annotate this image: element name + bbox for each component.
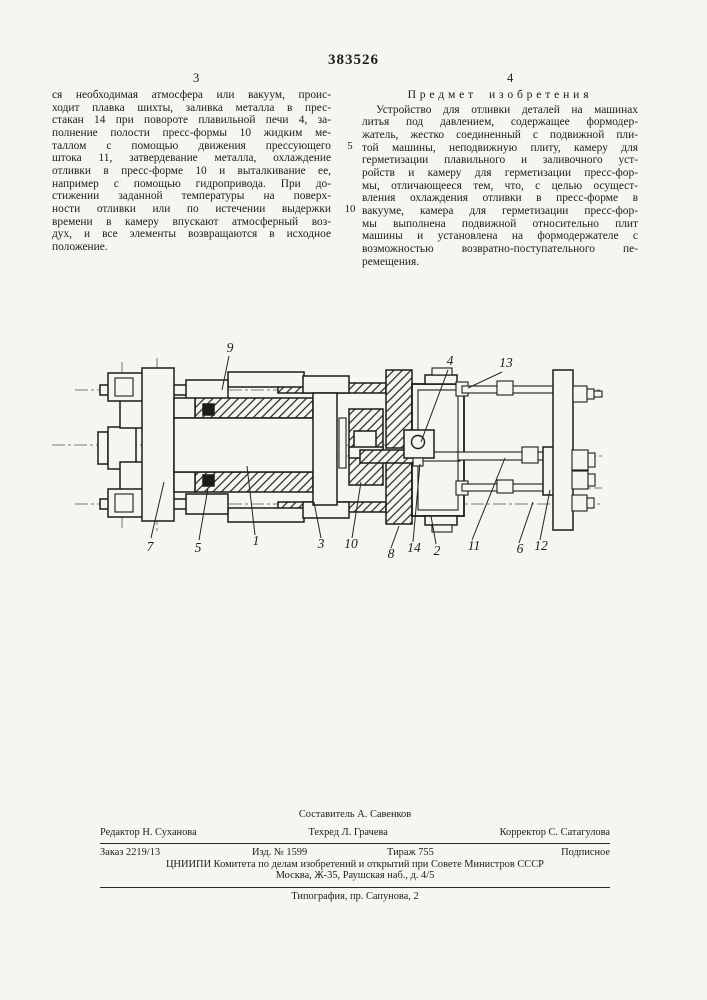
- figure-label-8: 8: [387, 546, 395, 561]
- mold-assembly: [313, 393, 383, 505]
- figure-label-10: 10: [344, 536, 358, 551]
- right-rods: [456, 381, 554, 495]
- patent-number: 383526: [328, 52, 379, 68]
- footer-rule-bottom: [100, 887, 610, 888]
- figure-label-2: 2: [433, 543, 441, 558]
- line-number-5: 5: [347, 140, 353, 152]
- organization-line: ЦНИИПИ Комитета по делам изобретений и открытий при Совете Министров СССР: [166, 858, 544, 870]
- text-line: герметизации плавильного и заливочного уст-: [362, 154, 638, 167]
- figure-label-7: 7: [146, 539, 154, 554]
- order-number: Заказ 2219/13: [100, 847, 161, 859]
- machine-cross-section-drawing: [0, 330, 707, 575]
- text-line: полнение полости пресс-формы 10 жидким ме-: [52, 126, 331, 139]
- text-line: мы, отличающееся тем, что, с целью осущест-: [362, 179, 638, 192]
- corrector-name: Корректор С. Сатагулова: [499, 826, 610, 838]
- editor-name: Редактор Н. Суханова: [100, 826, 197, 838]
- text-line: например с помощью гидропривода. При до-: [52, 177, 331, 190]
- text-line: штока 11, затвердевание металла, охлаждение: [52, 152, 331, 165]
- text-line: положение.: [52, 240, 108, 253]
- subscription-note: Подписное: [561, 847, 610, 859]
- patent-figure: [0, 330, 707, 575]
- clamp-plate: [142, 368, 174, 521]
- figure-label-13: 13: [499, 355, 513, 370]
- text-line: литья под давлением, содержащее формодер-: [362, 116, 638, 129]
- claim-heading: Предмет изобретения: [407, 88, 593, 101]
- techred-name: Техред Л. Грачева: [308, 826, 388, 838]
- text-line: возможностью возвратно-поступательного пе-: [362, 242, 638, 255]
- end-plate-assembly: [543, 370, 602, 530]
- text-line: стакан 14 при повороте плавильной печи 4, за-: [52, 114, 331, 127]
- figure-label-11: 11: [467, 538, 481, 553]
- machine-body: [98, 368, 602, 532]
- editors-line: [100, 828, 610, 839]
- text-line: таллом с помощью движения прессующего: [52, 139, 331, 152]
- figure-label-1: 1: [252, 533, 260, 548]
- figure-label-6: 6: [516, 541, 524, 556]
- printer-line: Типография, пр. Сапунова, 2: [291, 890, 419, 902]
- text-line: ся необходимая атмосфера или вакуум, проис-: [52, 89, 331, 101]
- column-number-left: 3: [193, 71, 200, 85]
- column-number-right: 4: [507, 71, 514, 85]
- order-line: [100, 848, 610, 859]
- figure-label-3: 3: [317, 536, 325, 551]
- piston-assembly: [174, 398, 314, 492]
- compiler-line: Составитель А. Савенков: [298, 809, 412, 820]
- text-line: ройств и камеру для герметизации пресс-фор-: [362, 166, 638, 179]
- text-line: вления охлаждения отливки в пресс-форме в: [362, 192, 638, 205]
- text-line: ходит плавка шихты, заливка металла в прес-: [52, 101, 331, 114]
- imprint-footer: [100, 810, 610, 903]
- text-line: жатель, жестко соединенный с подвижной пли-: [362, 128, 638, 141]
- circulation: Тираж 755: [387, 847, 434, 859]
- text-line: времени в камеру впускают атмосферный воз-: [52, 215, 331, 228]
- text-line: той машины, неподвижную плиту, камеру для: [362, 141, 638, 154]
- left-column: [52, 89, 331, 254]
- text-line: отливки в пресс-форме 10 и выталкивание ее,: [52, 164, 331, 177]
- address-line: Москва, Ж-35, Раушская наб., д. 4/5: [275, 870, 435, 882]
- figure-label-12: 12: [534, 538, 548, 553]
- text-line: дух, и все элементы возвращаются в исходное: [52, 228, 331, 241]
- figure-label-9: 9: [226, 340, 234, 355]
- text-line: стижении заданной температуры на поверх-: [52, 190, 331, 203]
- text-line: вакууме, камера для герметизации пресс-фор-: [362, 204, 638, 217]
- footer-rule-top: [100, 843, 610, 844]
- figure-label-14: 14: [407, 540, 421, 555]
- text-line: Устройство для отливки деталей на машинах: [376, 103, 638, 116]
- figure-label-5: 5: [194, 540, 202, 555]
- figure-label-4: 4: [446, 353, 454, 368]
- text-line: ности отливки или по истечении выдержки: [52, 202, 331, 215]
- edition-number: Изд. № 1599: [252, 847, 308, 859]
- text-line: мы выполнена подвижной относительно плит: [362, 217, 638, 230]
- right-column: [362, 89, 638, 268]
- text-line: ремещения.: [362, 255, 420, 268]
- line-number-10: 10: [344, 203, 356, 215]
- text-line: машины и установлена на формодержателе с: [362, 230, 638, 243]
